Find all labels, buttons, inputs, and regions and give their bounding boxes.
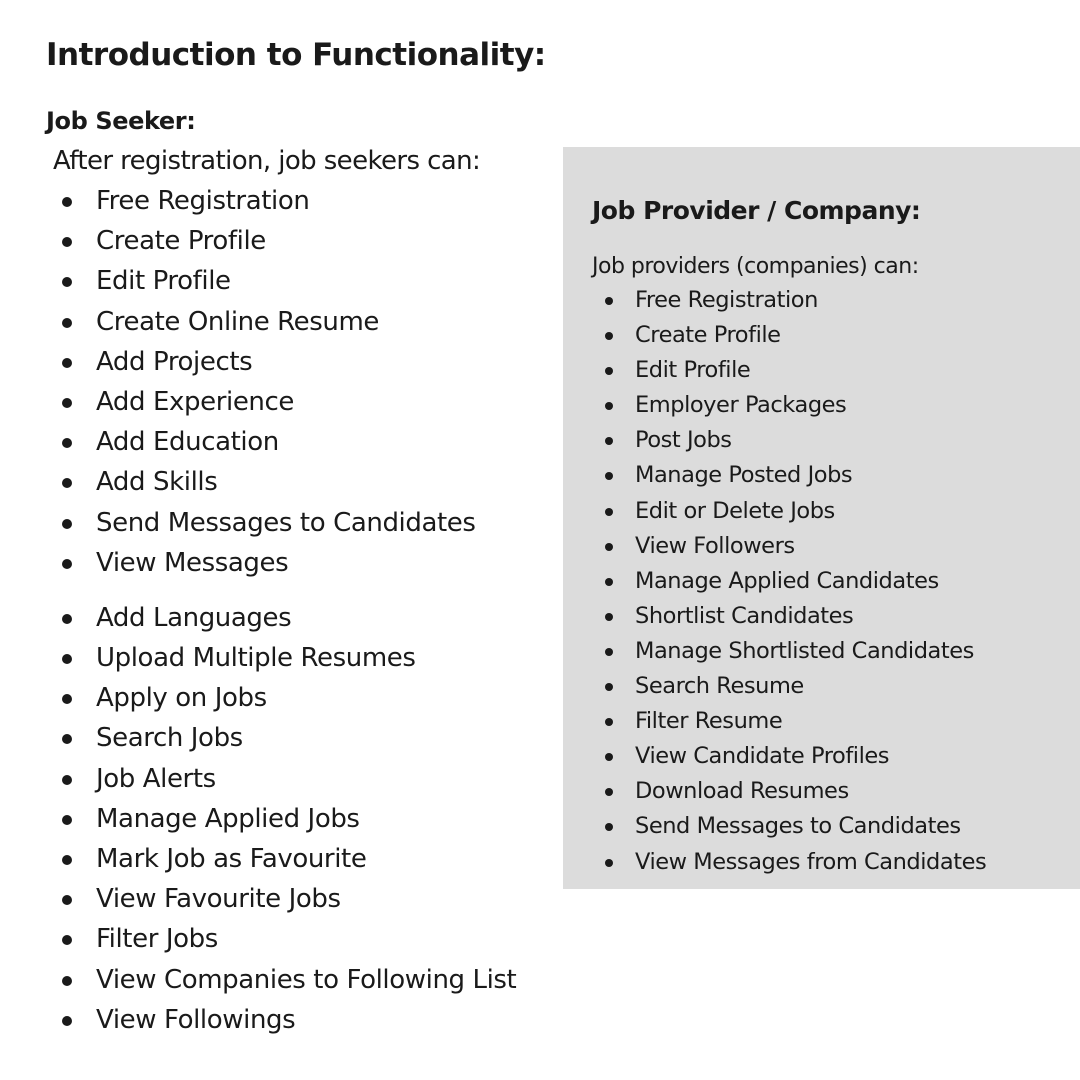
list-item-label: View Companies to Following List	[96, 964, 517, 995]
list-item	[56, 543, 516, 583]
list-item-label: Download Resumes	[635, 778, 849, 805]
bullet-icon	[605, 437, 613, 445]
list-item	[56, 678, 516, 718]
list-item	[56, 759, 516, 799]
list-item-label: View Favourite Jobs	[96, 884, 341, 915]
bullet-icon	[605, 613, 613, 621]
list-item	[601, 388, 986, 423]
job-seeker-heading: Job Seeker:	[46, 107, 196, 135]
list-item-label: Send Messages to Candidates	[635, 813, 961, 840]
bullet-icon	[62, 318, 72, 328]
list-item-label: Send Messages to Candidates	[96, 507, 476, 538]
list-item-label: Search Jobs	[96, 723, 243, 754]
list-item-label: Upload Multiple Resumes	[96, 643, 416, 674]
list-item-label: Free Registration	[96, 186, 310, 216]
list-item	[601, 353, 986, 388]
list-item-label: Manage Posted Jobs	[635, 462, 853, 489]
list-item	[601, 739, 986, 774]
list-item	[56, 598, 516, 638]
bullet-icon	[605, 543, 613, 551]
list-item	[601, 423, 986, 458]
list-item	[601, 318, 986, 353]
job-provider-panel	[563, 147, 1080, 889]
list-item	[601, 845, 986, 880]
bullet-icon	[62, 976, 72, 986]
bullet-icon	[605, 578, 613, 586]
list-item	[601, 704, 986, 739]
bullet-icon	[605, 297, 613, 305]
list-item-label: Create Profile	[635, 322, 781, 349]
list-item-label: Create Online Resume	[96, 306, 380, 337]
list-item	[56, 919, 516, 959]
list-item-label: Apply on Jobs	[96, 683, 267, 714]
list-item-label: Edit or Delete Jobs	[635, 497, 835, 524]
list-item	[601, 458, 986, 493]
bullet-icon	[605, 823, 613, 831]
list-item	[56, 960, 516, 1000]
bullet-icon	[605, 508, 613, 516]
list-item-label: View Candidate Profiles	[635, 743, 890, 770]
list-item	[601, 564, 986, 599]
list-item	[56, 1000, 516, 1040]
list-item-label: View Messages from Candidates	[635, 848, 987, 875]
bullet-icon	[62, 1016, 72, 1026]
page-title: Introduction to Functionality:	[46, 37, 546, 73]
list-item-label: Post Jobs	[635, 427, 732, 454]
list-item-label: Shortlist Candidates	[635, 602, 854, 629]
list-item	[601, 494, 986, 529]
bullet-icon	[62, 519, 72, 529]
list-item	[56, 503, 516, 543]
list-item-label: Search Resume	[635, 673, 804, 700]
bullet-icon	[605, 753, 613, 761]
list-item	[601, 669, 986, 704]
bullet-icon	[62, 654, 72, 664]
bullet-icon	[605, 332, 613, 340]
list-item-label: Add Projects	[96, 346, 253, 377]
bullet-icon	[62, 775, 72, 785]
bullet-icon	[62, 734, 72, 744]
list-item	[56, 839, 516, 879]
bullet-icon	[62, 197, 72, 207]
bullet-icon	[62, 237, 72, 247]
list-item-label: Add Skills	[96, 467, 218, 498]
list-item	[56, 261, 516, 301]
bullet-icon	[62, 478, 72, 488]
bullet-icon	[605, 367, 613, 375]
bullet-icon	[605, 788, 613, 796]
list-item-label: View Followings	[96, 1004, 296, 1035]
list-item-label: View Messages	[96, 547, 289, 578]
list-item-label: Manage Applied Jobs	[96, 803, 360, 834]
list-item-label: Edit Profile	[635, 357, 751, 384]
list-item-label: Add Languages	[96, 602, 292, 633]
job-seeker-intro: After registration, job seekers can:	[53, 146, 481, 176]
list-item	[56, 181, 516, 221]
bullet-icon	[62, 438, 72, 448]
list-item-label: Mark Job as Favourite	[96, 844, 367, 874]
list-item	[601, 809, 986, 844]
list-item	[56, 302, 516, 342]
list-item	[56, 422, 516, 462]
bullet-icon	[605, 648, 613, 656]
list-item-label: Add Education	[96, 427, 279, 458]
bullet-icon	[62, 277, 72, 287]
job-provider-heading: Job Provider / Company:	[592, 196, 921, 225]
list-item-label: Filter Resume	[635, 708, 783, 735]
job-seeker-feature-list	[56, 181, 516, 1040]
bullet-icon	[605, 402, 613, 410]
bullet-icon	[62, 815, 72, 825]
bullet-icon	[62, 614, 72, 624]
bullet-icon	[605, 683, 613, 691]
list-item	[601, 774, 986, 809]
bullet-icon	[62, 935, 72, 945]
job-provider-feature-list	[601, 283, 986, 880]
list-item-label: Edit Profile	[96, 266, 231, 297]
list-item	[601, 634, 986, 669]
list-item-label: Manage Shortlisted Candidates	[635, 637, 974, 664]
bullet-icon	[605, 718, 613, 726]
list-item	[56, 342, 516, 382]
bullet-icon	[62, 559, 72, 569]
list-item	[56, 718, 516, 758]
list-item-label: Employer Packages	[635, 392, 847, 419]
list-item	[56, 221, 516, 261]
bullet-icon	[62, 398, 72, 408]
bullet-icon	[605, 859, 613, 867]
list-item	[56, 879, 516, 919]
list-item	[56, 799, 516, 839]
bullet-icon	[605, 472, 613, 480]
list-item-label: View Followers	[635, 532, 795, 559]
list-item-label: Add Experience	[96, 386, 294, 417]
list-item	[56, 638, 516, 678]
list-item	[56, 382, 516, 422]
list-item-label: Filter Jobs	[96, 924, 218, 955]
list-item	[601, 283, 986, 318]
bullet-icon	[62, 358, 72, 368]
list-item-label: Create Profile	[96, 226, 266, 257]
bullet-icon	[62, 694, 72, 704]
list-item-label: Manage Applied Candidates	[635, 567, 939, 594]
list-item-label: Job Alerts	[96, 763, 216, 794]
job-provider-intro: Job providers (companies) can:	[592, 254, 919, 279]
list-item	[601, 599, 986, 634]
bullet-icon	[62, 895, 72, 905]
bullet-icon	[62, 855, 72, 865]
list-item-label: Free Registration	[635, 287, 818, 313]
list-item	[56, 462, 516, 502]
list-item	[601, 529, 986, 564]
